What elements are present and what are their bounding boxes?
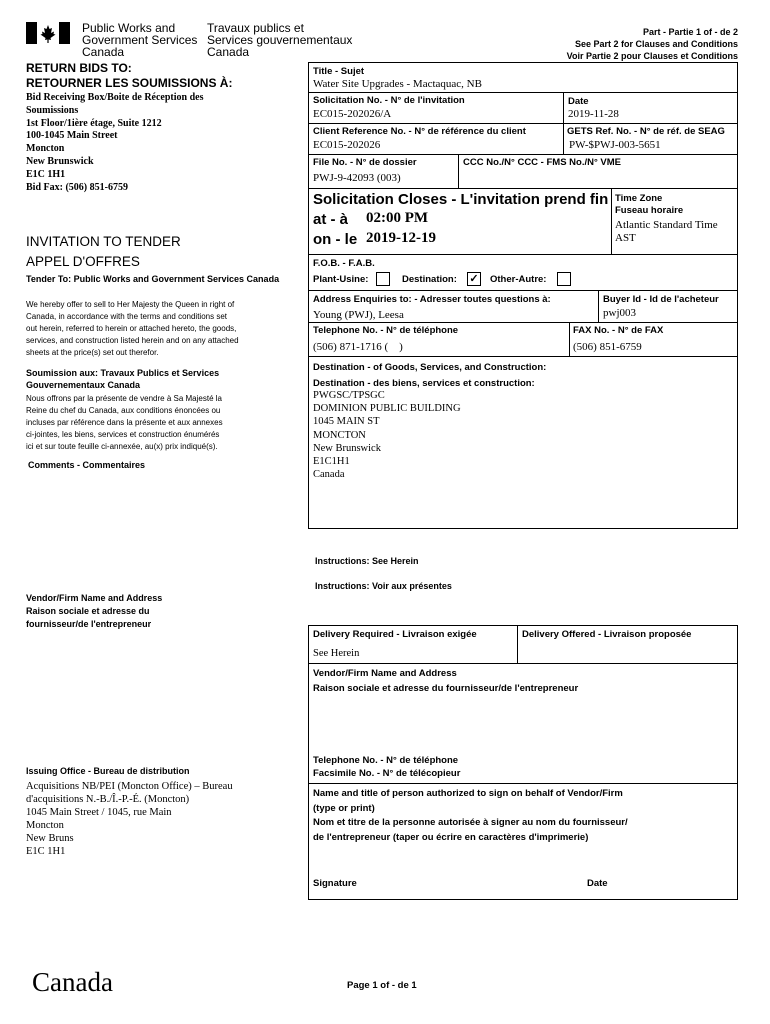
- gets-ref-value: PW-$PWJ-003-5651: [569, 139, 661, 151]
- telephone-label: Telephone No. - N° de téléphone: [313, 325, 459, 336]
- client-ref-value: EC015-202026: [313, 139, 381, 151]
- gets-ref-label: GETS Ref. No. - N° de réf. de SEAG: [567, 126, 725, 137]
- vendor-fax-label: Facsimile No. - N° de télécopieur: [313, 768, 461, 779]
- closing-date-value: 2019-12-19: [366, 230, 436, 246]
- vendor-firm-field[interactable]: [312, 696, 732, 748]
- soumission-aux-label: Soumission aux: Travaux Publics et Services Gouvernementaux Canada: [26, 368, 220, 390]
- canada-flag-icon: [26, 22, 70, 44]
- tender-to-text: We hereby offer to sell to Her Majesty the Queen in right of Canada, in accordance with the terms and conditions set out herein, referred to herein or attached hereto, the goods, services, and construction listed herein and on any attached sheets at the price(s) set out therefor.: [26, 300, 239, 357]
- fax-value: (506) 851-6759: [573, 341, 642, 353]
- department-name-en: Public Works and Government Services Canada: [82, 21, 198, 59]
- return-address: Bid Receiving Box/Boite de Réception des Soumissions 1st Floor/1ière étage, Suite 1212 100-1045 Main Street Moncton New Brunswick E1C 1H1 Bid Fax: (506) 851-6759: [26, 92, 204, 193]
- vendor-firm-left-label: Vendor/Firm Name and Address Raison sociale et adresse du fournisseur/de l'entrepreneur: [26, 593, 163, 629]
- instructions-fr: Instructions: Voir aux présentes: [315, 581, 452, 591]
- closing-time-value: 02:00 PM: [366, 210, 429, 226]
- address-enquiries-label: Address Enquiries to: - Adresser toutes questions à:: [313, 294, 551, 305]
- issuing-office-label: Issuing Office - Bureau de distribution: [26, 766, 190, 776]
- vendor-firm-label: Vendor/Firm Name and Address Raison sociale et adresse du fournisseur/de l'entrepreneur: [313, 668, 579, 694]
- soumission-aux-text: Nous offrons par la présente de vendre à Sa Majesté la Reine du chef du Canada, aux conditions énoncées ou incluses par référence dans la présente et aux annexes ci-jointes, les biens, services et construction énumérés ici et sur toute feuille ci-annexée, au(x) prix indiqué(s).: [26, 394, 223, 451]
- ccc-no-label: CCC No./N° CCC - FMS No./N° VME: [463, 157, 622, 168]
- vendor-phone-label: Telephone No. - N° de téléphone: [313, 755, 459, 766]
- delivery-required-value: See Herein: [313, 648, 360, 659]
- fob-label: F.O.B. - F.A.B.: [313, 258, 375, 269]
- plant-usine-label: Plant-Usine:: [313, 274, 369, 285]
- solicitation-closes-title: Solicitation Closes - L'invitation prend fin: [313, 191, 609, 208]
- department-name-fr: Travaux publics et Services gouvernementaux Canada: [207, 21, 353, 59]
- plant-usine-checkbox[interactable]: [376, 272, 390, 286]
- canada-wordmark-logo: Canada: [32, 967, 113, 997]
- comments-label: Comments - Commentaires: [28, 460, 146, 470]
- telephone-value: (506) 871-1716 ( ): [313, 341, 403, 353]
- invitation-title: INVITATION TO TENDER APPEL D'OFFRES: [26, 234, 181, 269]
- destination-goods-label: Destination - of Goods, Services, and Construction: Destination - des biens, services et construction:: [313, 362, 547, 389]
- authorized-person-field[interactable]: [312, 846, 732, 870]
- buyer-id-label: Buyer Id - Id de l'acheteur: [603, 294, 719, 305]
- delivery-offered-label: Delivery Offered - Livraison proposée: [522, 629, 692, 640]
- fax-label: FAX No. - N° de FAX: [573, 325, 664, 336]
- file-no-label: File No. - N° de dossier: [313, 157, 417, 168]
- instructions-en: Instructions: See Herein: [315, 556, 419, 566]
- solicitation-no-value: EC015-202026/A: [313, 108, 392, 120]
- signature-date-label: Date: [587, 878, 608, 889]
- destination-checkbox[interactable]: ✓: [467, 272, 481, 286]
- issuing-office-address: Acquisitions NB/PEI (Moncton Office) – Bureau d'acquisitions N.-B./Î.-P.-É. (Moncton) 1045 Main Street / 1045, rue Main Moncton New Bruns E1C 1H1: [26, 781, 233, 857]
- return-bids-title: RETURN BIDS TO: RETOURNER LES SOUMISSIONS À:: [26, 61, 233, 90]
- file-no-value: PWJ-9-42093 (003): [313, 172, 401, 184]
- delivery-required-label: Delivery Required - Livraison exigée: [313, 629, 477, 640]
- destination-address: PWGSC/TPSGC DOMINION PUBLIC BUILDING 1045 MAIN ST MONCTON New Brunswick E1C1H1 Canada: [313, 390, 461, 481]
- other-autre-checkbox[interactable]: [557, 272, 571, 286]
- part-indicator: Part - Partie 1 of - de 2 See Part 2 for Clauses and Conditions Voir Partie 2 pour Clauses et Conditions: [566, 27, 738, 61]
- closing-date-label: on - le: [313, 231, 358, 248]
- date-value: 2019-11-28: [568, 108, 619, 120]
- buyer-id-value: pwj003: [603, 307, 636, 319]
- date-label: Date: [568, 96, 589, 107]
- signature-label: Signature: [313, 878, 357, 889]
- closing-time-label: at - à: [313, 211, 349, 228]
- other-autre-label: Other-Autre:: [490, 274, 547, 285]
- address-enquiries-value: Young (PWJ), Leesa: [313, 309, 404, 321]
- time-zone-label: Time Zone Fuseau horaire: [615, 193, 684, 216]
- page-number: Page 1 of - de 1: [347, 980, 417, 991]
- title-label: Title - Sujet: [313, 66, 365, 77]
- client-ref-label: Client Reference No. - N° de référence du client: [313, 126, 526, 137]
- time-zone-value: Atlantic Standard Time AST: [615, 219, 718, 244]
- title-value: Water Site Upgrades - Mactaquac, NB: [313, 78, 482, 90]
- solicitation-no-label: Solicitation No. - N° de l'invitation: [313, 95, 465, 106]
- destination-label: Destination:: [402, 274, 457, 285]
- authorized-person-label: Name and title of person authorized to sign on behalf of Vendor/Firm (type or print) Nom et titre de la personne autorisée à signer au nom du fournisseur/ de l'entrepreneur (taper ou écrire en caractères d'imprimerie): [313, 788, 628, 843]
- tender-to-label: Tender To: Public Works and Government Services Canada: [26, 274, 280, 284]
